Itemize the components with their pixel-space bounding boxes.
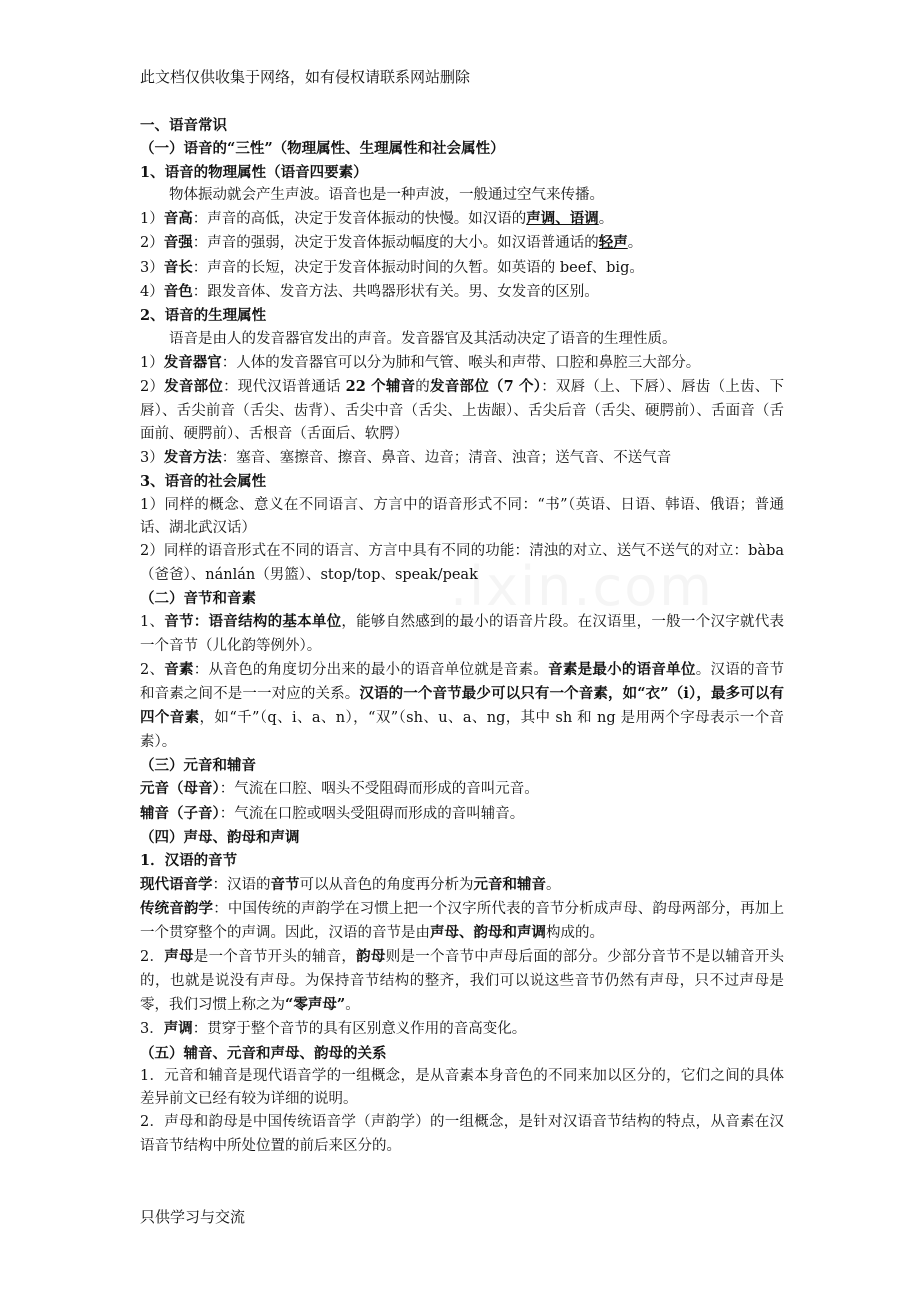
- paragraph-title: 1、语音的物理属性（语音四要素）: [140, 163, 368, 181]
- paragraph: 辅音（子音）：气流在口腔或咽头受阻碍而形成的音叫辅音。: [140, 804, 525, 822]
- term: 辅音（子音）: [140, 804, 220, 822]
- document-body: [140, 114, 784, 1158]
- list-item: 3）发音方法：塞音、塞擦音、擦音、鼻音、边音；清音、浊音；送气音、不送气音: [140, 449, 672, 467]
- paragraph-title: 3、语音的社会属性: [140, 473, 267, 491]
- term: 声调: [163, 1020, 193, 1038]
- list-item: 2）音强：声音的强弱，决定于发音体振动幅度的大小。如汉语普通话的轻声。: [140, 234, 643, 252]
- term: 现代语音学: [140, 875, 213, 893]
- paragraph-title: 2、语音的生理属性: [140, 307, 267, 325]
- paragraph: 语音是由人的发音器官发出的声音。发音器官及其活动决定了语音的生理性质。: [169, 330, 677, 347]
- list-item: 1）同样的概念、意义在不同语言、方言中的语音形式不同：“书”（英语、日语、韩语、俄语；普通话、湖北武汉话）: [140, 496, 784, 537]
- paragraph: 传统音韵学：中国传统的声韵学在习惯上把一个汉字所代表的音节分析成声母、韵母两部分，再加上一个贯穿整个的声调。因此，汉语的音节是由声母、韵母和声调构成的。: [140, 899, 785, 942]
- list-item: 2）发音部位：现代汉语普通话 22 个辅音的发音部位（7 个）：双唇（上、下唇）、唇齿（上齿、下唇）、舌尖前音（舌尖、齿背）、舌尖中音（舌尖、上齿龈）、舌尖后音（舌尖、硬腭前）、舌面音（舌面前、硬腭前）、舌根音（舌面后、软腭）: [140, 378, 785, 442]
- paragraph: 3．声调：贯穿于整个音节的具有区别意义作用的音高变化。: [140, 1020, 527, 1038]
- term: 音高: [163, 210, 193, 228]
- paragraph-title: 1．汉语的音节: [140, 852, 238, 870]
- page-footer-note: 只供学习与交流: [140, 1208, 246, 1226]
- term: 音强: [163, 234, 193, 252]
- subsection-title: （三）元音和辅音: [140, 757, 256, 775]
- subsection-title: （五）辅音、元音和声母、韵母的关系: [140, 1044, 387, 1062]
- list-item: 2）同样的语音形式在不同的语言、方言中具有不同的功能：清浊的对立、送气不送气的对立：bàba（爸爸）、nánlán（男篮）、stop/top、speak/peak: [140, 543, 784, 583]
- list-item: 1）发音器官：人体的发音器官可以分为肺和气管、喉头和声带、口腔和鼻腔三大部分。: [140, 353, 701, 371]
- paragraph: 2．声母是一个音节开头的辅音，韵母则是一个音节中声母后面的部分。少部分音节不是以辅音开头的，也就是说没有声母。为保持音节结构的整齐，我们可以说这些音节仍然有声母，只不过声母是零，我们习惯上称之为“零声母”。: [140, 948, 785, 1013]
- paragraph: 物体振动就会产生声波。语音也是一种声波，一般通过空气来传播。: [169, 186, 604, 203]
- subsection-title: （一）语音的“三性”（物理属性、生理属性和社会属性）: [140, 140, 505, 158]
- emphasis: 轻声: [598, 234, 628, 252]
- paragraph: 1、音节：语音结构的基本单位，能够自然感到的最小的语音片段。在汉语里，一般一个汉字就代表一个音节（儿化韵等例外）。: [140, 613, 785, 654]
- term: 发音器官: [163, 353, 222, 371]
- list-item: 1）音高：声音的高低，决定于发音体振动的快慢。如汉语的声调、语调。: [140, 210, 614, 228]
- list-item: 4）音色：跟发音体、发音方法、共鸣器形状有关。男、女发音的区别。: [140, 283, 599, 301]
- page-header-note: 此文档仅供收集于网络，如有侵权请联系网站删除: [140, 68, 471, 86]
- paragraph: 2、音素：从音色的角度切分出来的最小的语音单位就是音素。音素是最小的语音单位。汉语的音节和音素之间不是一一对应的关系。汉语的一个音节最少可以只有一个音素，如“衣”（i），最多可以有四个音素，如“千”（q、i、a、n），“双”（sh、u、a、ng，其中 sh 和 ng 是用两个字母表示一个音素）。: [140, 660, 785, 750]
- term: 音节: [164, 613, 194, 631]
- term: 元音（母音）: [140, 780, 220, 798]
- term: 发音部位: [164, 378, 224, 396]
- paragraph: 1．元音和辅音是现代语音学的一组概念，是从音素本身音色的不同来加以区分的，它们之间的具体差异前文已经有较为详细的说明。: [140, 1067, 784, 1108]
- term: 传统音韵学: [140, 899, 214, 917]
- subsection-title: （二）音节和音素: [140, 589, 256, 607]
- emphasis: 声调、语调: [526, 210, 599, 228]
- term: 音素: [164, 660, 194, 678]
- term: 音色: [163, 283, 193, 301]
- section-title: 一、语音常识: [140, 117, 227, 134]
- term: 音长: [163, 258, 193, 276]
- subsection-title: （四）声母、韵母和声调: [140, 828, 300, 846]
- paragraph: 元音（母音）：气流在口腔、咽头不受阻碍而形成的音叫元音。: [140, 780, 539, 798]
- list-item: 3）音长：声音的长短，决定于发音体振动时间的久暂。如英语的 beef、big。: [140, 258, 644, 276]
- paragraph: 现代语音学：汉语的音节可以从音色的角度再分析为元音和辅音。: [140, 875, 561, 893]
- paragraph: 2．声母和韵母是中国传统语音学（声韵学）的一组概念，是针对汉语音节结构的特点，从音素在汉语音节结构中所处位置的前后来区分的。: [140, 1114, 784, 1154]
- term: 发音方法: [163, 449, 222, 467]
- term: 声母: [164, 948, 194, 966]
- watermark: .ixin.com: [450, 555, 714, 618]
